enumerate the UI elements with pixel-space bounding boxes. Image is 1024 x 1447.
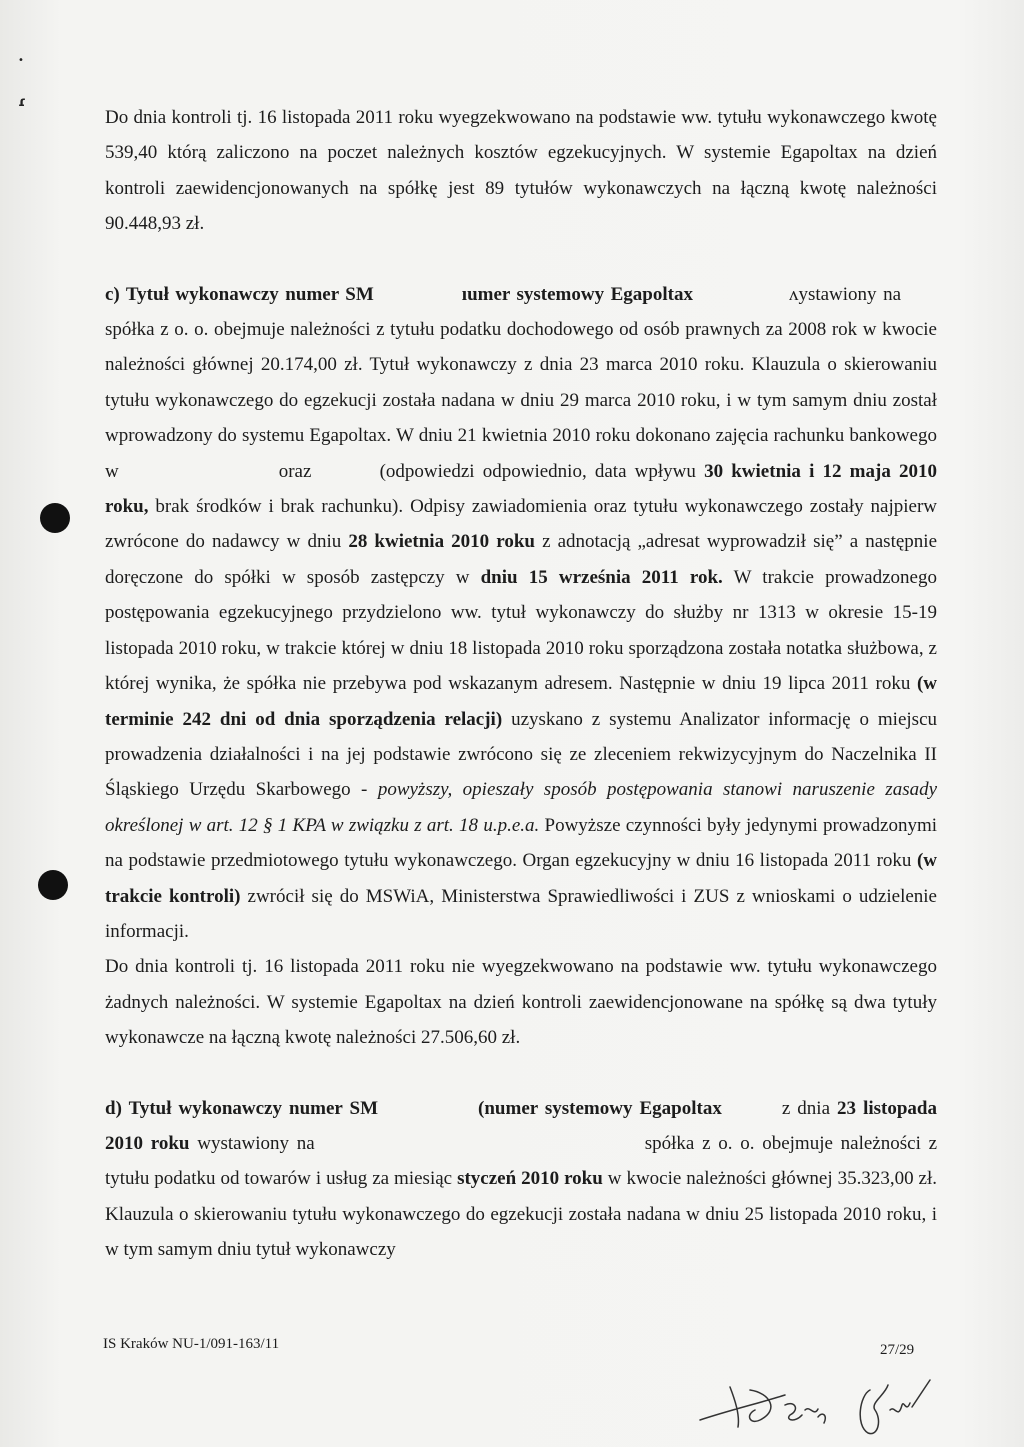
section-c-text: (odpowiedzi odpowiednio, data wpływu bbox=[379, 460, 696, 482]
section-c-text: oraz bbox=[278, 460, 312, 482]
redacted-area bbox=[315, 1130, 645, 1149]
section-d-heading-system: (numer systemowy Egapoltax bbox=[478, 1097, 722, 1119]
paragraph-control-result-1 bbox=[105, 100, 937, 242]
section-c-on: na bbox=[883, 283, 902, 305]
redacted-area bbox=[311, 458, 371, 477]
section-c-text: W trakcie prowadzonego postępowania egzekucyjnego przydzielono ww. tytuł wykonawczy do służby nr 1313 w okresie 15-19 listopada 2010 roku, w trakcie której w dniu 18 listopada 2010 roku sporządzona została notatka służbowa, z której wynika, że spółka nie przebywa pod wskazanym adresem. Następnie w dniu 19 lipca 2011 roku bbox=[105, 566, 937, 695]
section-d-date-label: z dnia bbox=[781, 1097, 831, 1119]
section-c-text: uzyskano z systemu Analizator informację o miejscu prowadzenia działalności i na jej podstawie zwrócono się ze zleceniem rekwizycyjnym do Naczelnika II Śląskiego Urzędu Skarbowego - bbox=[105, 708, 937, 801]
punch-hole bbox=[38, 870, 68, 900]
section-c-issued: ʌystawiony bbox=[788, 283, 877, 305]
handwritten-signature bbox=[690, 1365, 950, 1440]
section-c-bold-date: dniu 15 września 2011 rok. bbox=[480, 566, 723, 588]
section-c-heading-system: ıumer systemowy Egapoltax bbox=[461, 283, 693, 305]
section-c-text: spółka z o. o. obejmuje należności z tytułu podatku dochodowego od osób prawnych za 2008 rok w kwocie należności głównej 20.174,00 zł. Tytuł wykonawczy z dnia 23 marca 2010 roku. Klauzula o skierowaniu tytułu wykonawczego do egzekucji została nadana w dniu 29 marca 2010 roku, i w tym samym dniu został wprowadzony do systemu Egapoltax. W dniu 21 kwietnia 2010 roku dokonano zajęcia rachunku bankowego w bbox=[105, 319, 937, 482]
section-d-text: w kwocie należności głównej 35.323,00 zł. Klauzula o skierowaniu tytułu wykonawczego do egzekucji została nadana w dniu 25 listopada 2010 roku, i w tym samym dniu tytuł wykonawczy bbox=[105, 1168, 938, 1261]
scan-mark: • bbox=[18, 55, 24, 66]
paragraph-text: Do dnia kontroli tj. 16 listopada 2011 roku nie wyegzekwowano na podstawie ww. tytułu wykonawczego żadnych należności. W systemie Egapoltax na dzień kontroli zaewidencjonowane na spółkę są dwa tytuły wykonawcze na łączną kwotę należności 27.506,60 zł. bbox=[105, 956, 937, 1049]
section-c bbox=[105, 277, 937, 950]
spacer bbox=[105, 1056, 937, 1091]
paragraph-text: Do dnia kontroli tj. 16 listopada 2011 roku wyegzekwowano na podstawie ww. tytułu wykonawczego kwotę 539,40 którą zaliczono na poczet należnych kosztów egzekucyjnych. W systemie Egapoltax na dzień kontroli zaewidencjonowanych na spółkę jest 89 tytułów wykonawczych na łączną kwotę należności 90.448,93 zł. bbox=[105, 107, 937, 235]
section-d-text: spółka bbox=[644, 1132, 695, 1154]
redacted-area bbox=[901, 281, 937, 300]
section-c-bold-note: (w trakcie kontroli) bbox=[105, 850, 937, 907]
section-d-bold-date: 23 listopada 2010 roku bbox=[105, 1097, 937, 1154]
section-d-text: z o. o. obejmuje należności z tytułu podatku od towarów i usług za miesiąc bbox=[105, 1132, 938, 1190]
redacted-area bbox=[722, 1095, 782, 1114]
section-d-bold-month: styczeń 2010 roku bbox=[457, 1168, 603, 1190]
section-d-heading: d) Tytuł wykonawczy numer SM bbox=[105, 1097, 379, 1119]
punch-hole bbox=[40, 503, 70, 533]
redacted-area bbox=[119, 458, 279, 477]
section-c-text: Powyższe czynności były jedynymi prowadzonymi na podstawie przedmiotowego tytułu wykonawczego. Organ egzekucyjny w dniu 16 listopada 2011 roku bbox=[105, 814, 937, 872]
section-c-italic-finding: powyższy, opieszały sposób postępowania stanowi naruszenie zasady określonej w art. 12 § 1 KPA w związku z art. 18 u.p.e.a. bbox=[105, 779, 938, 836]
scan-mark: ɾ bbox=[18, 95, 26, 110]
section-d-text: wystawiony na bbox=[197, 1132, 315, 1154]
paragraph-control-result-2 bbox=[105, 949, 937, 1055]
section-c-bold-term: (w terminie 242 dni od dnia sporządzenia relacji) bbox=[105, 673, 938, 730]
redacted-area bbox=[374, 281, 462, 300]
section-c-text: zwrócił się do MSWiA, Ministerstwa Sprawiedliwości i ZUS z wnioskami o udzielenie informacji. bbox=[105, 885, 937, 942]
page-number: 27/29 bbox=[880, 1342, 915, 1358]
redacted-area bbox=[693, 281, 789, 300]
section-c-heading: c) Tytuł wykonawczy numer SM bbox=[105, 283, 374, 305]
document-reference: IS Kraków NU-1/091-163/11 bbox=[103, 1336, 280, 1352]
section-c-bold-dates: 30 kwietnia i 12 maja 2010 roku, bbox=[105, 460, 938, 518]
section-c-bold-date: 28 kwietnia 2010 roku bbox=[348, 531, 535, 553]
section-c-text: z adnotacją „adresat wyprowadził się” a następnie doręczone do spółki w sposób zastępczy w bbox=[105, 531, 938, 588]
section-d bbox=[105, 1091, 937, 1268]
section-c-text: brak środków i brak rachunku). Odpisy zawiadomienia oraz tytułu wykonawczego zostały najpierw zwrócone do nadawcy w dniu bbox=[105, 496, 938, 553]
redacted-area bbox=[378, 1095, 478, 1114]
document-body bbox=[105, 100, 937, 1268]
spacer bbox=[105, 242, 937, 277]
